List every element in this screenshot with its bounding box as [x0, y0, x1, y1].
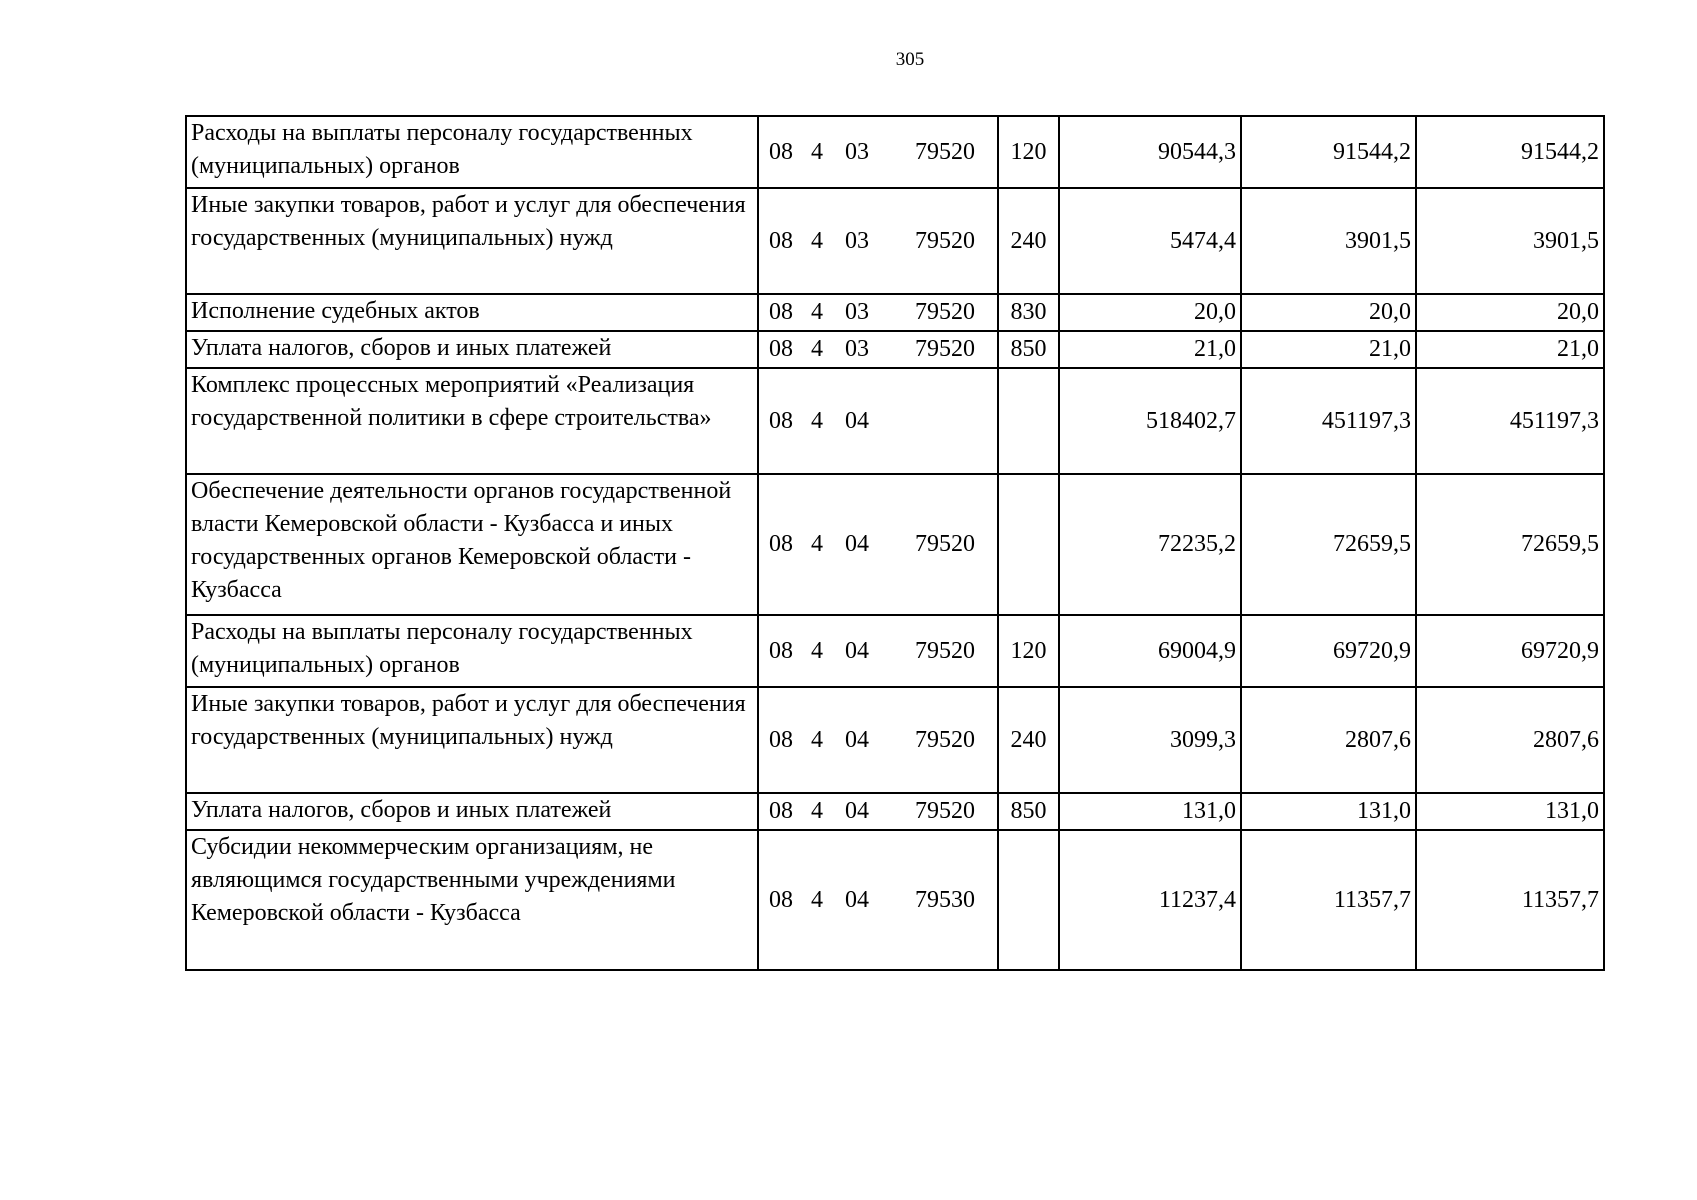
table-row [186, 615, 1604, 687]
code-cs: 04 [845, 726, 869, 753]
code-pr: 4 [811, 299, 823, 325]
row-name: Уплата налогов, сборов и иных платежей [186, 331, 758, 368]
row-value-1: 21,0 [1059, 331, 1241, 368]
row-value-3: 2807,6 [1416, 687, 1604, 793]
code-rz: 08 [769, 407, 793, 434]
code-pr: 4 [811, 138, 823, 165]
code-rz: 08 [769, 637, 793, 664]
code-pr: 4 [811, 726, 823, 753]
row-value-1: 518402,7 [1059, 368, 1241, 474]
row-value-3: 91544,2 [1416, 116, 1604, 188]
row-code [758, 368, 998, 474]
table-row [186, 687, 1604, 793]
row-value-1: 131,0 [1059, 793, 1241, 830]
code-direction: 79520 [915, 299, 975, 325]
table-row [186, 188, 1604, 294]
row-value-2: 2807,6 [1241, 687, 1416, 793]
row-code [758, 331, 998, 368]
code-rz: 08 [769, 336, 793, 362]
code-rz: 08 [769, 798, 793, 824]
code-pr: 4 [811, 637, 823, 664]
row-expense-type: 830 [998, 294, 1059, 331]
row-code [758, 474, 998, 615]
code-cs: 04 [845, 531, 869, 557]
page-number: 305 [895, 49, 925, 70]
table-row [186, 294, 1604, 331]
row-code [758, 188, 998, 294]
row-value-3: 20,0 [1416, 294, 1604, 331]
row-expense-type: 120 [998, 116, 1059, 188]
code-direction: 79520 [915, 637, 975, 664]
table-row [186, 830, 1604, 970]
table-row [186, 793, 1604, 830]
code-direction: 79520 [915, 726, 975, 753]
row-value-3: 69720,9 [1416, 615, 1604, 687]
row-value-2: 3901,5 [1241, 188, 1416, 294]
row-value-3: 21,0 [1416, 331, 1604, 368]
budget-table [185, 115, 1605, 971]
row-expense-type [998, 474, 1059, 615]
table-row [186, 331, 1604, 368]
row-name: Обеспечение деятельности органов государственной власти Кемеровской области - Кузбасса и иных государственных органов Кемеровской области - Кузбасса [186, 474, 758, 615]
table-row [186, 116, 1604, 188]
code-cs: 03 [845, 299, 869, 325]
row-value-2: 131,0 [1241, 793, 1416, 830]
code-direction: 79520 [915, 336, 975, 362]
code-pr: 4 [811, 798, 823, 824]
code-rz: 08 [769, 138, 793, 165]
row-value-3: 3901,5 [1416, 188, 1604, 294]
row-value-2: 11357,7 [1241, 830, 1416, 970]
row-value-3: 451197,3 [1416, 368, 1604, 474]
row-value-3: 72659,5 [1416, 474, 1604, 615]
row-expense-type: 120 [998, 615, 1059, 687]
row-value-1: 11237,4 [1059, 830, 1241, 970]
code-rz: 08 [769, 227, 793, 254]
code-rz: 08 [769, 531, 793, 557]
row-name: Расходы на выплаты персоналу государственных (муниципальных) органов [186, 615, 758, 687]
table-row [186, 368, 1604, 474]
row-expense-type: 240 [998, 687, 1059, 793]
row-value-1: 69004,9 [1059, 615, 1241, 687]
row-code [758, 687, 998, 793]
row-code [758, 793, 998, 830]
row-value-1: 90544,3 [1059, 116, 1241, 188]
code-rz: 08 [769, 726, 793, 753]
row-name: Расходы на выплаты персоналу государственных (муниципальных) органов [186, 116, 758, 188]
row-value-1: 20,0 [1059, 294, 1241, 331]
code-cs: 04 [845, 886, 869, 913]
row-value-1: 72235,2 [1059, 474, 1241, 615]
row-value-3: 11357,7 [1416, 830, 1604, 970]
row-name: Субсидии некоммерческим организациям, не являющимся государственными учреждениями Кемеровской области - Кузбасса [186, 830, 758, 970]
row-expense-type: 850 [998, 331, 1059, 368]
code-cs: 03 [845, 336, 869, 362]
code-cs: 04 [845, 798, 869, 824]
row-name: Иные закупки товаров, работ и услуг для обеспечения государственных (муниципальных) нужд [186, 188, 758, 294]
row-value-2: 72659,5 [1241, 474, 1416, 615]
code-direction: 79520 [915, 531, 975, 557]
code-cs: 04 [845, 407, 869, 434]
row-code [758, 116, 998, 188]
row-name: Уплата налогов, сборов и иных платежей [186, 793, 758, 830]
row-expense-type: 240 [998, 188, 1059, 294]
code-rz: 08 [769, 886, 793, 913]
row-value-2: 69720,9 [1241, 615, 1416, 687]
row-expense-type [998, 830, 1059, 970]
row-value-2: 21,0 [1241, 331, 1416, 368]
code-direction: 79520 [915, 138, 975, 165]
row-value-1: 5474,4 [1059, 188, 1241, 294]
code-direction: 79520 [915, 227, 975, 254]
code-pr: 4 [811, 227, 823, 254]
code-rz: 08 [769, 299, 793, 325]
code-direction: 79520 [915, 798, 975, 824]
code-direction: 79530 [915, 886, 975, 913]
row-value-1: 3099,3 [1059, 687, 1241, 793]
code-pr: 4 [811, 407, 823, 434]
code-pr: 4 [811, 531, 823, 557]
row-value-3: 131,0 [1416, 793, 1604, 830]
code-pr: 4 [811, 886, 823, 913]
row-name: Комплекс процессных мероприятий «Реализация государственной политики в сфере строительства» [186, 368, 758, 474]
code-cs: 03 [845, 138, 869, 165]
code-cs: 04 [845, 637, 869, 664]
row-value-2: 451197,3 [1241, 368, 1416, 474]
row-code [758, 615, 998, 687]
row-value-2: 20,0 [1241, 294, 1416, 331]
table-row [186, 474, 1604, 615]
row-value-2: 91544,2 [1241, 116, 1416, 188]
row-code [758, 294, 998, 331]
code-pr: 4 [811, 336, 823, 362]
row-name: Иные закупки товаров, работ и услуг для обеспечения государственных (муниципальных) нужд [186, 687, 758, 793]
code-cs: 03 [845, 227, 869, 254]
row-expense-type [998, 368, 1059, 474]
row-code [758, 830, 998, 970]
row-expense-type: 850 [998, 793, 1059, 830]
row-name: Исполнение судебных актов [186, 294, 758, 331]
